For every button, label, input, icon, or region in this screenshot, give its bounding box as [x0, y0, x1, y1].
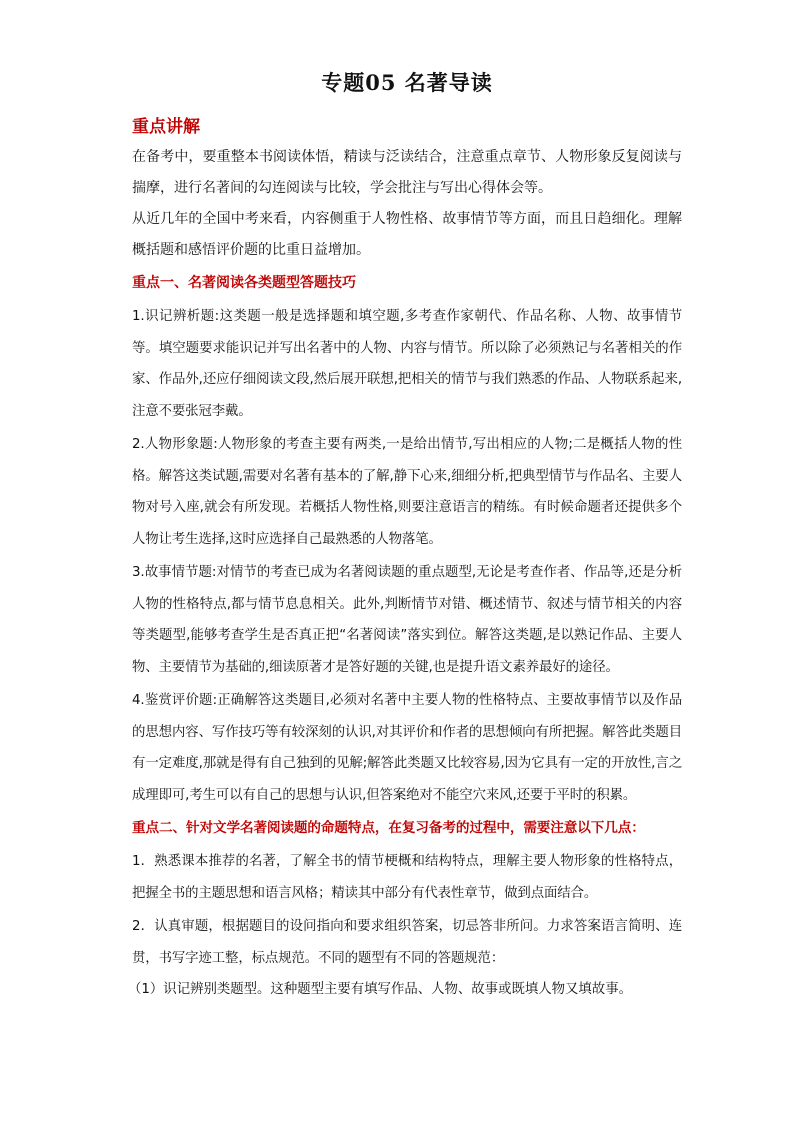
point-one-heading: 重点一、名著阅读各类题型答题技巧 — [132, 275, 356, 291]
point-one-item-4: 4.鉴赏评价题:正确解答这类题目,必须对名著中主要人物的性格特点、主要故事情节以及作品的思想内容、写作技巧等有较深刻的认识,对其评价和作者的思想倾向有所把握。解答此类题目有一定难度,那就是得有自己独到的见解;解答此类题又比较容易,因为它具有一定的开放性,言之成理即可,考生可以有自己的思想与认识,但答案绝对不能空穴来风,还要于平时的积累。 — [132, 693, 682, 803]
document-title: 专题05 名著导读 — [321, 70, 493, 95]
point-one-item-2: 2.人物形象题:人物形象的考查主要有两类,一是给出情节,写出相应的人物;二是概括人物的性格。解答这类试题,需要对名著有基本的了解,静下心来,细细分析,把典型情节与作品名、主要人物对号入座,就会有所发现。若概括人物性格,则要注意语言的精练。有时候命题者还提供多个人物让考生选择,这时应选择自己最熟悉的人物落笔。 — [132, 437, 682, 547]
intro-paragraph-1: 在备考中，要重整本书阅读体悟，精读与泛读结合，注意重点章节、人物形象反复阅读与揣摩，进行名著间的勾连阅读与比较，学会批注与写出心得体会等。 — [132, 149, 682, 196]
point-two-item-2: 2．认真审题，根据题目的设问指向和要求组织答案，切忌答非所问。力求答案语言简明、连贯，书写字迹工整，标点规范。不同的题型有不同的答题规范： — [132, 919, 682, 966]
section-heading: 重点讲解 — [132, 117, 200, 137]
point-one-item-3: 3.故事情节题:对情节的考查已成为名著阅读题的重点题型,无论是考查作者、作品等,还是分析人物的性格特点,都与情节息息相关。此外,判断情节对错、概述情节、叙述与情节相关的内容等类题型,能够考查学生是否真正把“名著阅读”落实到位。解答这类题,是以熟记作品、主要人物、主要情节为基础的,细读原著才是答好题的关键,也是提升语文素养最好的途径。 — [132, 565, 682, 675]
point-two-sub-item-1: （1）识记辨别类题型。这种题型主要有填写作品、人物、故事或既填人物又填故事。 — [128, 982, 632, 997]
intro-paragraph-2: 从近几年的全国中考来看，内容侧重于人物性格、故事情节等方面，而且日趋细化。理解概括题和感悟评价题的比重日益增加。 — [132, 211, 682, 258]
point-two-heading: 重点二、针对文学名著阅读题的命题特点，在复习备考的过程中，需要注意以下几点： — [132, 820, 645, 836]
point-one-item-1: 1.识记辨析题:这类题一般是选择题和填空题,多考查作家朝代、作品名称、人物、故事情节等。填空题要求能识记并写出名著中的人物、内容与情节。所以除了必须熟记与名著相关的作家、作品外,还应仔细阅读文段,然后展开联想,把相关的情节与我们熟悉的作品、人物联系起来,注意不要张冠李戴。 — [132, 309, 682, 419]
point-two-item-1: 1．熟悉课本推荐的名著，了解全书的情节梗概和结构特点，理解主要人物形象的性格特点，把握全书的主题思想和语言风格；精读其中部分有代表性章节，做到点面结合。 — [132, 854, 682, 901]
